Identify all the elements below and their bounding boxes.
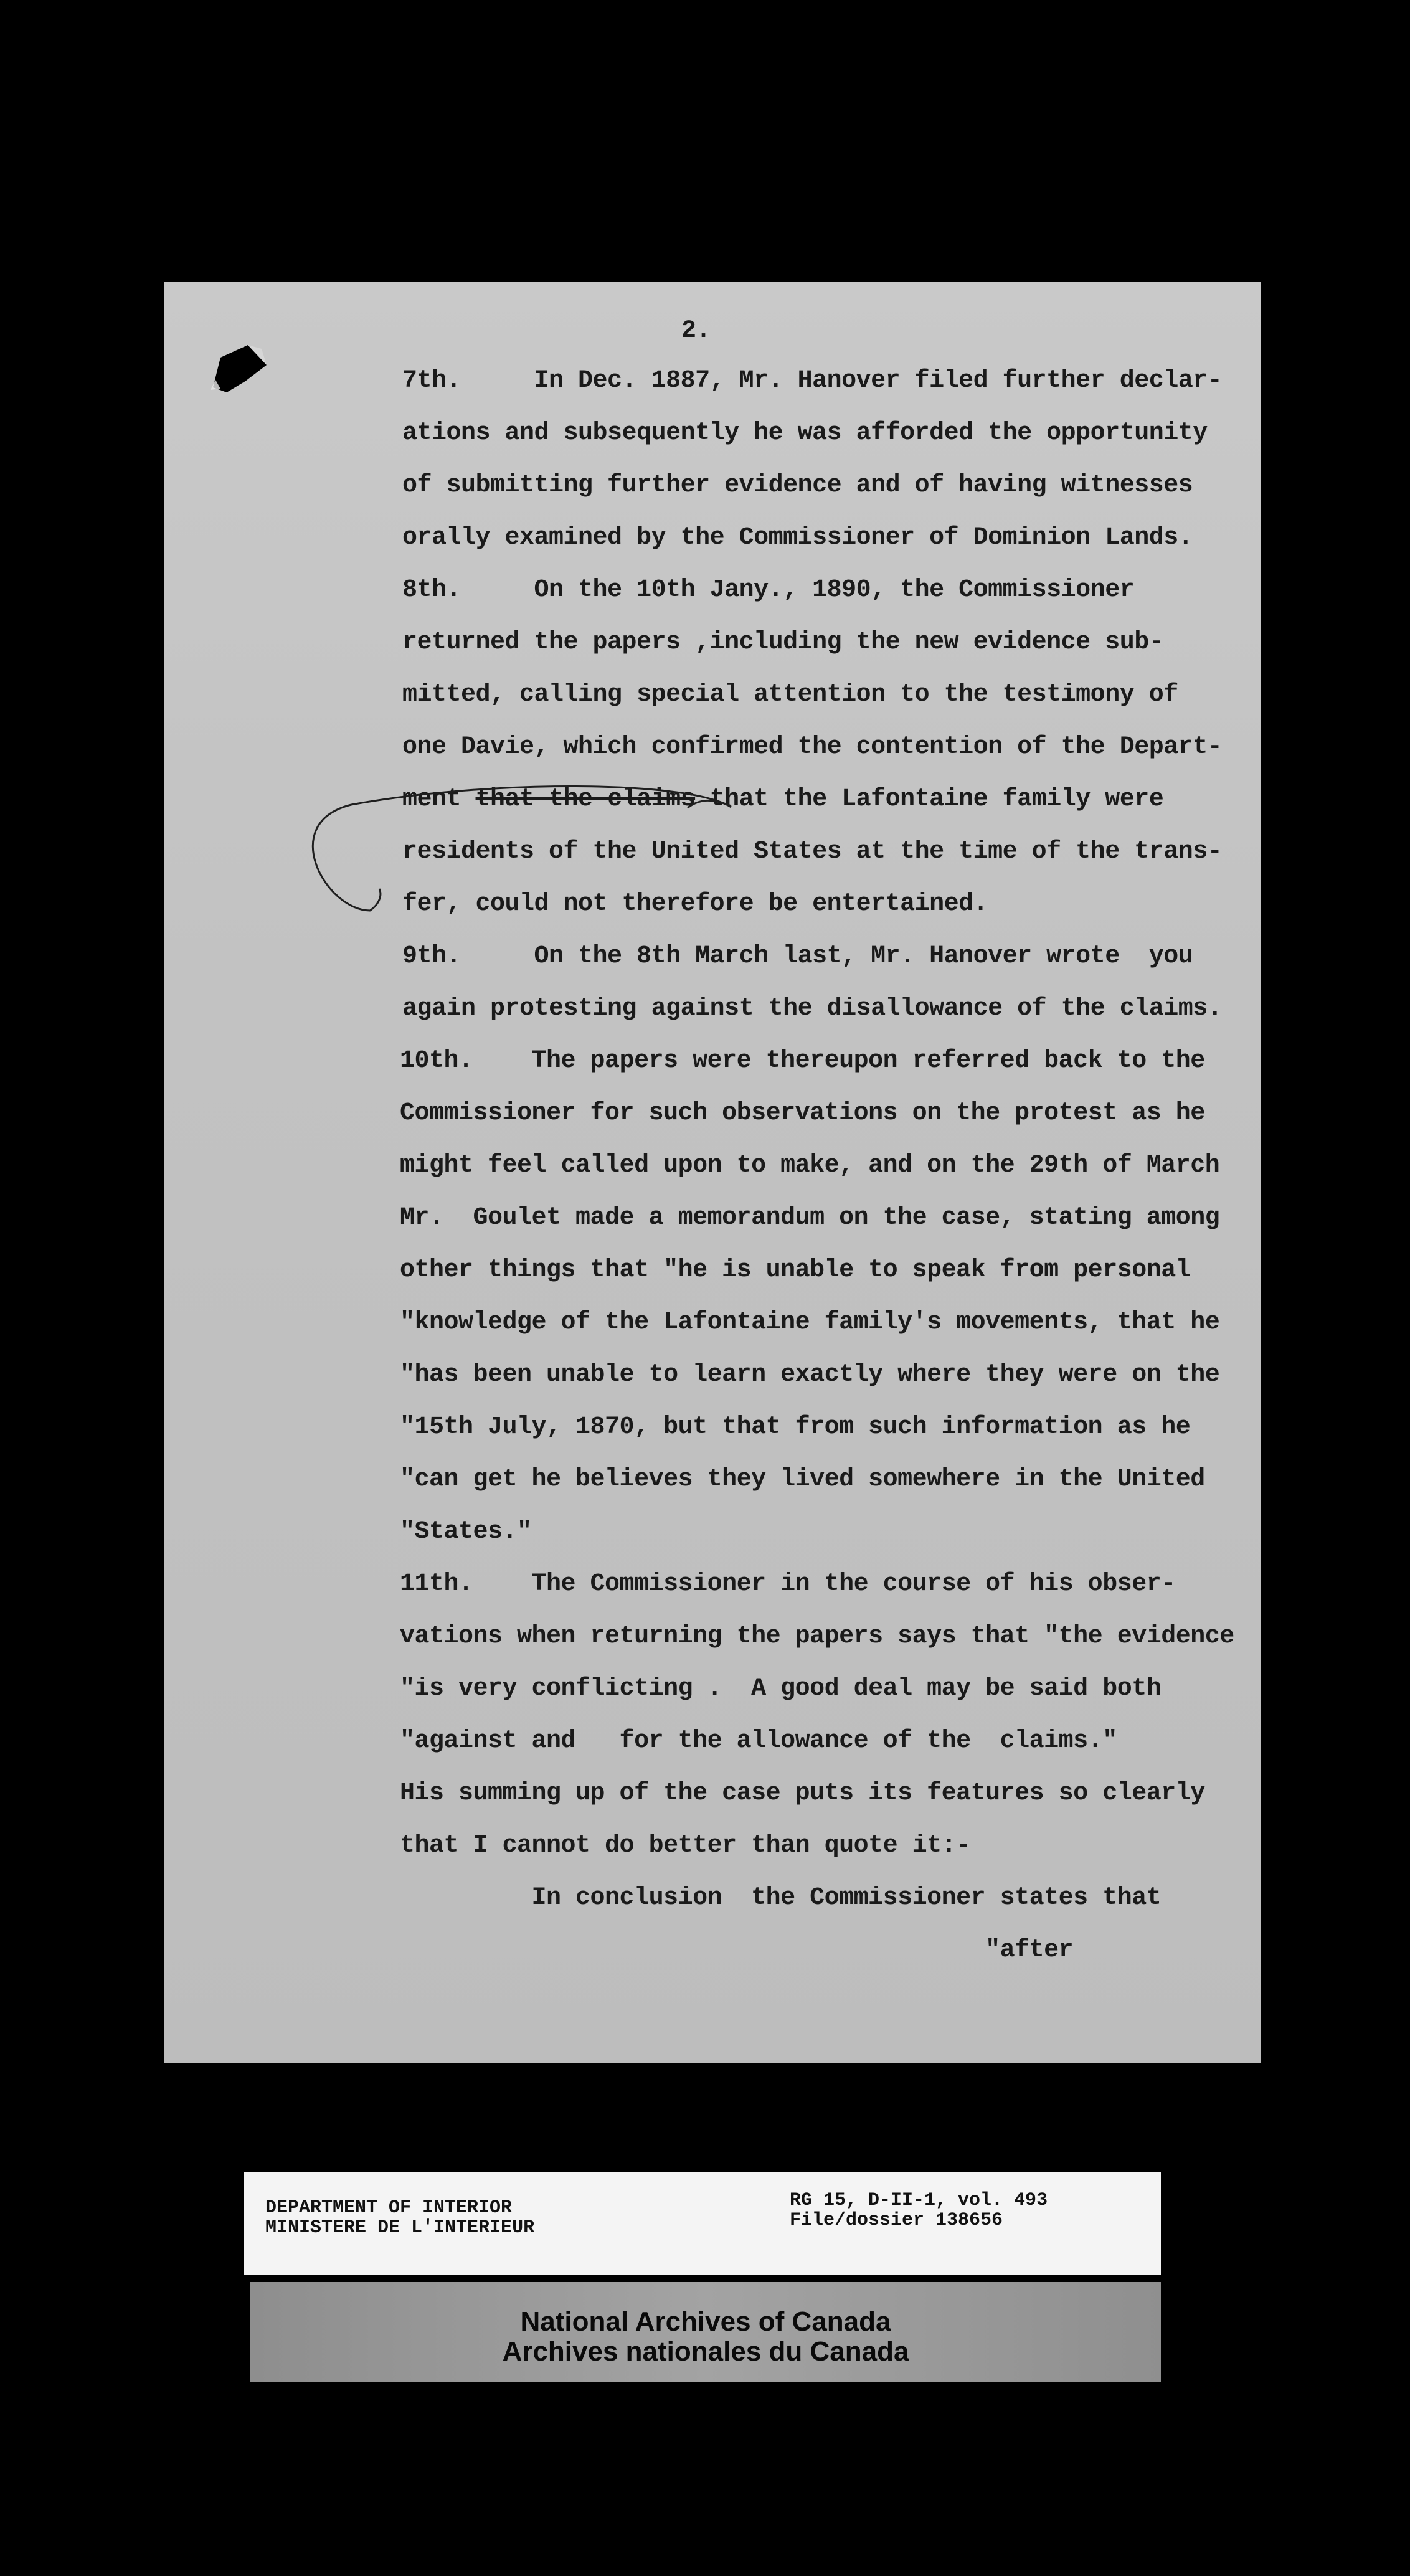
text-line: His summing up of the case puts its features so clearly [400, 1779, 1205, 1807]
text-line: Commissioner for such observations on the protest as he [400, 1099, 1205, 1127]
document-page [164, 282, 1261, 2063]
text-line: "15th July, 1870, but that from such information as he [400, 1413, 1191, 1441]
text-line: 8th. On the 10th Jany., 1890, the Commissioner [402, 576, 1135, 604]
text-line: 10th. The papers were thereupon referred back to the [400, 1047, 1205, 1075]
text-line: ations and subsequently he was afforded the opportunity [402, 419, 1208, 447]
text-line: 11th. The Commissioner in the course of his obser- [400, 1570, 1176, 1598]
text-segment: ment [402, 785, 476, 813]
text-line: fer, could not therefore be entertained. [402, 890, 988, 918]
text-line: other things that "he is unable to speak from personal [400, 1256, 1191, 1284]
text-line: returned the papers ,including the new evidence sub- [402, 628, 1164, 656]
text-line: "is very conflicting . A good deal may be said both [400, 1675, 1162, 1703]
page-number: 2. [681, 317, 711, 345]
text-line: that I cannot do better than quote it:- [400, 1832, 971, 1860]
text-line: 9th. On the 8th March last, Mr. Hanover wrote you [402, 942, 1193, 970]
record-group-reference: RG 15, D-II-1, vol. 493 [790, 2190, 1048, 2211]
text-line: again protesting against the disallowance of the claims. [402, 995, 1223, 1023]
text-line: orally examined by the Commissioner of Dominion Lands. [402, 524, 1193, 552]
text-line: "can get he believes they lived somewhere in the United [400, 1466, 1205, 1494]
text-line: Mr. Goulet made a memorandum on the case, stating among [400, 1204, 1220, 1232]
text-line: In conclusion the Commissioner states that [400, 1884, 1162, 1912]
text-line: one Davie, which confirmed the contention of the Depart- [402, 733, 1223, 761]
archive-reference-label [244, 2172, 1161, 2275]
text-line: "has been unable to learn exactly where they were on the [400, 1361, 1220, 1389]
text-segment: that the Lafontaine family were [695, 785, 1164, 813]
file-reference: File/dossier 138656 [790, 2210, 1003, 2231]
struck-text: that the claims [475, 785, 696, 813]
text-line: "knowledge of the Lafontaine family's movements, that he [400, 1309, 1220, 1337]
text-line: mitted, calling special attention to the testimony of [402, 681, 1178, 709]
department-name-french: MINISTERE DE L'INTERIEUR [265, 2217, 535, 2238]
text-line: residents of the United States at the time of the trans- [402, 838, 1223, 866]
department-name: DEPARTMENT OF INTERIOR [265, 2197, 513, 2218]
text-line: 7th. In Dec. 1887, Mr. Hanover filed further declar- [402, 367, 1223, 395]
text-line: might feel called upon to make, and on the 29th of March [400, 1152, 1220, 1180]
text-line: "against and for the allowance of the claims." [400, 1727, 1117, 1755]
archives-name-french: Archives nationales du Canada [502, 2336, 909, 2367]
text-line: of submitting further evidence and of having witnesses [402, 471, 1193, 500]
typed-letter-body [164, 282, 1261, 2063]
text-line-with-strikethrough [402, 787, 1163, 812]
text-line: vations when returning the papers says that "the evidence [400, 1622, 1234, 1650]
national-archives-banner [250, 2282, 1161, 2382]
text-line: "States." [400, 1518, 532, 1546]
text-line: "after [400, 1936, 1074, 1964]
archives-name-english: National Archives of Canada [520, 2306, 891, 2337]
